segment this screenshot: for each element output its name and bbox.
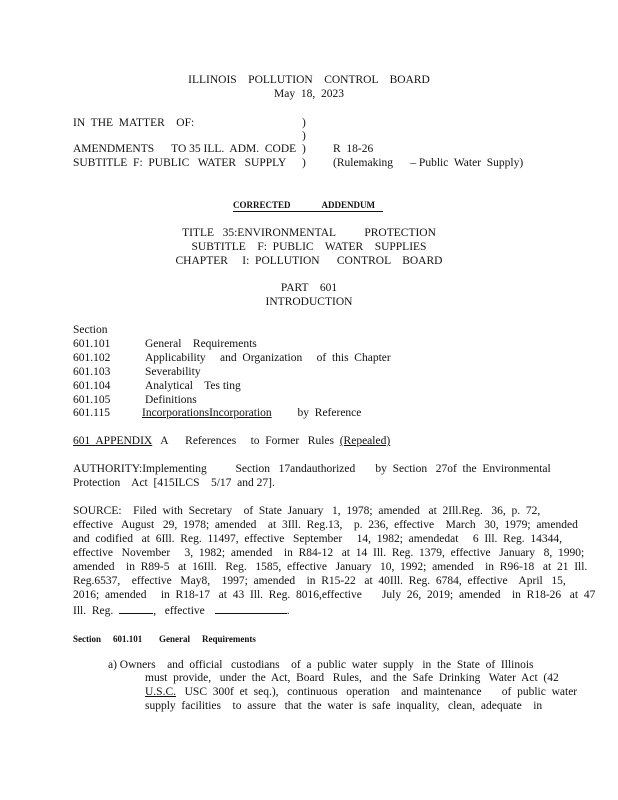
caption-paren: )	[302, 130, 306, 142]
source-last-line	[73, 603, 290, 618]
body-line: must provide, under the Act, Board Rules, and the Safe Drinking Water Act (42	[145, 672, 559, 684]
board-name: ILLINOIS POLLUTION CONTROL BOARD	[188, 74, 430, 86]
appendix-number: 601 APPENDIX	[73, 435, 153, 447]
section-number: 601.101	[113, 634, 143, 644]
source-line: and codified at 6Ill. Reg. 11497, effective September 14, 1982; amendedat 6 Ill. Reg. 14344,	[73, 533, 562, 545]
subtitle-line: SUBTITLE F: PUBLIC WATER SUPPLIES	[191, 241, 427, 253]
section-title: General	[159, 634, 190, 644]
toc-item-number: 601.102	[73, 352, 111, 364]
title-line: TITLE 35:ENVIRONMENTAL PROTECTION	[182, 227, 436, 239]
source-line: effective August 29, 1978; amended at 3Ill. Reg.13, p. 236, effective March 30, 1979; amended	[73, 519, 578, 531]
source-line: amended in R89-5 at 16Ill. Reg. 1585, effective January 10, 1992; amended in R96-18 at 21 Ill.	[73, 561, 588, 573]
caption-amendments: AMENDMENTS TO 35 ILL. ADM. CODE	[73, 143, 297, 155]
toc-heading: Section	[73, 324, 108, 336]
date-blank	[215, 603, 287, 614]
toc-item-title: Applicability and Organization of this Chapter	[145, 352, 391, 364]
body-line-rest: USC 300f et seq.), continuous operation and maintenance of public water	[176, 686, 578, 698]
toc-item-title-inserted: IncorporationsIncorporation	[142, 407, 272, 419]
source-line: SOURCE: Filed with Secretary of State January 1, 1978; amended at 2Ill.Reg. 36, p. 72,	[73, 505, 541, 517]
source-line: Reg.6537, effective May8, 1997; amended in R15-22 at 40Ill. Reg. 6784, effective April 15,	[73, 575, 566, 587]
source-line: 2016; amended in R18-17 at 43 Ill. Reg. 8016,effective July 26, 2019; amended in R18-26 at 47	[73, 589, 596, 601]
source-line: effective November 3, 1982; amended in R84-12 at 14 Ill. Reg. 1379, effective January 8, 1990;	[73, 547, 585, 559]
toc-item-title: Analytical Tes ting	[145, 380, 241, 392]
section-title-2: Requirements	[202, 634, 256, 644]
volume-blank	[119, 603, 153, 614]
toc-item-title	[142, 407, 361, 420]
source-end: .	[286, 605, 290, 617]
docket-number: R 18-26	[333, 143, 374, 155]
source-reg-prefix: Ill. Reg.	[73, 605, 114, 617]
source-effective: , effective	[153, 605, 205, 617]
part-number: PART 601	[280, 282, 338, 294]
authority-line: Protection Act [415ILCS 5/17 and 27].	[73, 477, 275, 489]
body-line	[145, 686, 577, 699]
body-line: supply facilities to assure that the water is safe inquality, clean, adequate in	[145, 700, 543, 712]
caption-paren: )	[302, 117, 306, 129]
order-date: May 18, 2023	[274, 88, 344, 100]
toc-item-number: 601.105	[73, 394, 111, 406]
chapter-line: CHAPTER I: POLLUTION CONTROL BOARD	[175, 255, 443, 267]
authority-line: AUTHORITY:Implementing Section 17andauthorized by Section 27of the Environmental	[73, 463, 551, 475]
caption-subtitle: SUBTITLE F: PUBLIC WATER SUPPLY	[73, 157, 287, 169]
usc-inserted: U.S.C.	[145, 686, 176, 698]
part-name: INTRODUCTION	[265, 296, 353, 308]
appendix-title: A References to Former Rules	[152, 435, 340, 447]
toc-item-number: 601.115	[73, 407, 110, 419]
caption-paren: )	[302, 157, 306, 169]
toc-item-title: Severability	[145, 366, 201, 378]
corrected-addendum-heading: CORRECTED ADDENDUM	[233, 200, 383, 212]
caption-in-the-matter: IN THE MATTER OF:	[73, 117, 195, 129]
appendix-repealed: (Repealed)	[339, 435, 391, 447]
section-label: Section	[73, 634, 101, 644]
toc-item-title: Definitions	[145, 394, 197, 406]
toc-item-number: 601.101	[73, 338, 111, 350]
toc-item-number: 601.104	[73, 380, 111, 392]
rulemaking-type: (Rulemaking – Public Water Supply)	[333, 157, 524, 169]
caption-paren: )	[302, 143, 306, 155]
body-line: a) Owners and official custodians of a public water supply in the State of Illinois	[108, 659, 534, 671]
toc-appendix	[73, 435, 390, 448]
toc-item-title: General Requirements	[145, 338, 257, 350]
toc-item-number: 601.103	[73, 366, 111, 378]
toc-item-title-rest: by Reference	[271, 407, 362, 419]
